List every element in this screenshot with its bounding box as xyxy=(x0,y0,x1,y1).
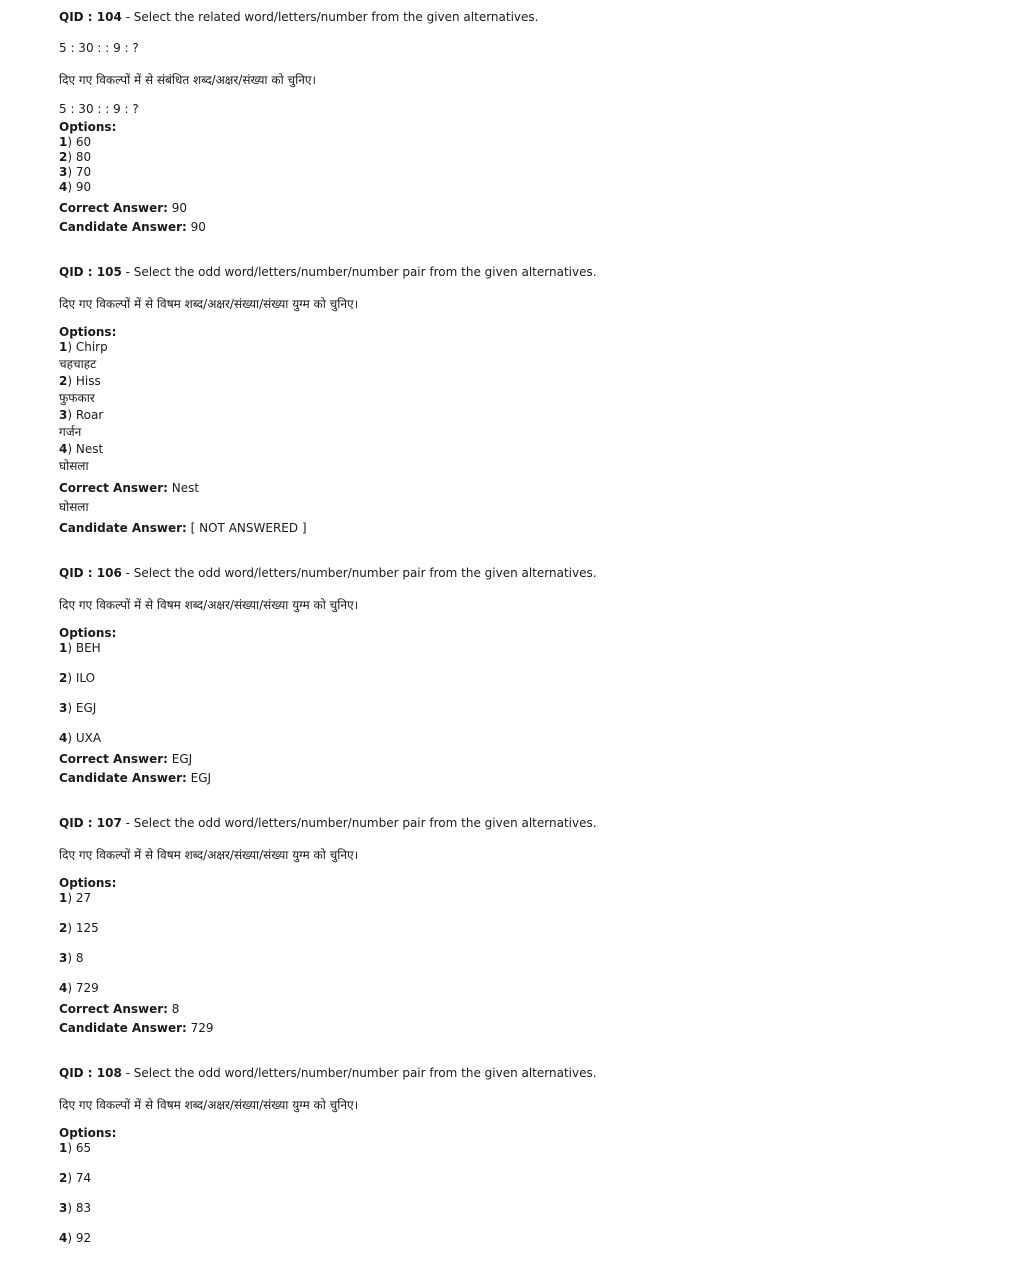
candidate-answer-label: Candidate Answer: xyxy=(59,771,187,785)
option-4-hindi: घोसला xyxy=(59,459,89,473)
option-value: ) ILO xyxy=(67,671,96,685)
candidate-answer-value: EGJ xyxy=(186,771,212,785)
option-number: 2 xyxy=(59,921,68,935)
option-value: ) Nest xyxy=(67,442,104,456)
question-text: - Select the odd word/letters/number/number pair from the given alternatives. xyxy=(121,1066,597,1080)
option-number: 3 xyxy=(59,1201,68,1215)
question-paper xyxy=(59,9,959,1273)
candidate-answer-value: 90 xyxy=(186,220,206,234)
option-number: 2 xyxy=(59,671,68,685)
question-block-104 xyxy=(59,9,959,237)
correct-answer-label: Correct Answer: xyxy=(59,201,168,215)
option-number: 4 xyxy=(59,442,68,456)
qid-number: 108 xyxy=(96,1066,122,1080)
option-number: 3 xyxy=(59,701,68,715)
option-1 xyxy=(59,135,959,150)
option-value: ) Chirp xyxy=(67,340,108,354)
qid-number: 106 xyxy=(96,566,122,580)
candidate-answer xyxy=(59,1019,959,1038)
option-1 xyxy=(59,1141,959,1156)
option-number: 3 xyxy=(59,951,68,965)
option-number: 1 xyxy=(59,135,68,149)
question-text: - Select the odd word/letters/number/number pair from the given alternatives. xyxy=(121,265,597,279)
option-3 xyxy=(59,1201,959,1216)
correct-answer-value: EGJ xyxy=(167,752,193,766)
option-number: 4 xyxy=(59,1231,68,1245)
options-label: Options: xyxy=(59,626,117,640)
qid-label: QID : xyxy=(59,10,97,24)
question-heading xyxy=(59,815,959,832)
candidate-answer-label: Candidate Answer: xyxy=(59,1021,187,1035)
question-text-hindi: दिए गए विकल्पों में से विषम शब्द/अक्षर/संख्या/संख्या युग्म को चुनिए। xyxy=(59,1098,359,1112)
option-4 xyxy=(59,981,959,996)
correct-answer-value: Nest xyxy=(167,481,200,495)
options-label: Options: xyxy=(59,876,117,890)
question-expression: 5 : 30 : : 9 : ? xyxy=(59,41,139,55)
option-value: ) 90 xyxy=(67,180,92,194)
candidate-answer xyxy=(59,769,959,788)
qid-label: QID : xyxy=(59,816,97,830)
question-heading xyxy=(59,9,959,26)
option-3 xyxy=(59,408,959,423)
correct-answer-label: Correct Answer: xyxy=(59,752,168,766)
qid-number: 105 xyxy=(96,265,122,279)
qid-label: QID : xyxy=(59,566,97,580)
option-value: ) 125 xyxy=(67,921,99,935)
question-block-107 xyxy=(59,815,959,1038)
option-number: 2 xyxy=(59,1171,68,1185)
option-2 xyxy=(59,1171,959,1186)
options-label: Options: xyxy=(59,325,117,339)
option-value: ) 60 xyxy=(67,135,92,149)
option-3-hindi: गर्जन xyxy=(59,425,82,439)
option-value: ) 83 xyxy=(67,1201,92,1215)
option-2-hindi: फुफकार xyxy=(59,391,95,405)
question-block-108 xyxy=(59,1065,959,1246)
question-text-hindi: दिए गए विकल्पों में से विषम शब्द/अक्षर/संख्या/संख्या युग्म को चुनिए। xyxy=(59,848,359,862)
candidate-answer-label: Candidate Answer: xyxy=(59,220,187,234)
candidate-answer xyxy=(59,218,959,237)
option-1-hindi: चहचाहट xyxy=(59,357,97,371)
option-number: 2 xyxy=(59,374,68,388)
correct-answer-value: 90 xyxy=(167,201,188,215)
question-block-105 xyxy=(59,264,959,538)
option-3 xyxy=(59,165,959,180)
option-value: ) 74 xyxy=(67,1171,92,1185)
option-value: ) UXA xyxy=(67,731,102,745)
correct-answer-label: Correct Answer: xyxy=(59,1002,168,1016)
candidate-answer xyxy=(59,519,959,538)
correct-answer xyxy=(59,479,959,498)
option-2 xyxy=(59,150,959,165)
option-number: 1 xyxy=(59,340,68,354)
option-value: ) 729 xyxy=(67,981,99,995)
question-heading xyxy=(59,1065,959,1082)
question-text: - Select the related word/letters/number from the given alternatives. xyxy=(121,10,539,24)
correct-answer xyxy=(59,199,959,218)
option-1 xyxy=(59,641,959,656)
question-heading xyxy=(59,264,959,281)
option-value: ) EGJ xyxy=(67,701,97,715)
candidate-answer-value: 729 xyxy=(186,1021,214,1035)
option-1 xyxy=(59,340,959,355)
option-value: ) 27 xyxy=(67,891,92,905)
option-number: 4 xyxy=(59,731,68,745)
option-2 xyxy=(59,921,959,936)
option-value: ) 80 xyxy=(67,150,92,164)
qid-number: 104 xyxy=(96,10,122,24)
question-text-hindi: दिए गए विकल्पों में से विषम शब्द/अक्षर/संख्या/संख्या युग्म को चुनिए। xyxy=(59,598,359,612)
question-text-hindi: दिए गए विकल्पों में से विषम शब्द/अक्षर/संख्या/संख्या युग्म को चुनिए। xyxy=(59,297,359,311)
option-number: 3 xyxy=(59,408,68,422)
option-value: ) Hiss xyxy=(67,374,101,388)
option-3 xyxy=(59,951,959,966)
correct-answer-value: 8 xyxy=(167,1002,180,1016)
options-label: Options: xyxy=(59,120,117,134)
question-text: - Select the odd word/letters/number/number pair from the given alternatives. xyxy=(121,566,597,580)
question-text-hindi: दिए गए विकल्पों में से संबंधित शब्द/अक्षर/संख्या को चुनिए। xyxy=(59,73,317,87)
correct-answer-label: Correct Answer: xyxy=(59,481,168,495)
qid-number: 107 xyxy=(96,816,122,830)
question-block-106 xyxy=(59,565,959,788)
candidate-answer-label: Candidate Answer: xyxy=(59,521,187,535)
question-text: - Select the odd word/letters/number/number pair from the given alternatives. xyxy=(121,816,597,830)
option-number: 1 xyxy=(59,891,68,905)
option-value: ) Roar xyxy=(67,408,104,422)
option-number: 1 xyxy=(59,641,68,655)
option-2 xyxy=(59,374,959,389)
candidate-answer-value: [ NOT ANSWERED ] xyxy=(186,521,307,535)
option-4 xyxy=(59,442,959,457)
correct-answer xyxy=(59,750,959,769)
option-4 xyxy=(59,731,959,746)
option-1 xyxy=(59,891,959,906)
correct-answer-hindi: घोसला xyxy=(59,500,89,514)
option-4 xyxy=(59,1231,959,1246)
option-value: ) 8 xyxy=(67,951,84,965)
options-label: Options: xyxy=(59,1126,117,1140)
option-value: ) 70 xyxy=(67,165,92,179)
option-2 xyxy=(59,671,959,686)
option-value: ) 65 xyxy=(67,1141,92,1155)
qid-label: QID : xyxy=(59,1066,97,1080)
option-4 xyxy=(59,180,959,195)
option-number: 3 xyxy=(59,165,68,179)
option-number: 4 xyxy=(59,180,68,194)
option-number: 4 xyxy=(59,981,68,995)
option-number: 2 xyxy=(59,150,68,164)
correct-answer xyxy=(59,1000,959,1019)
option-value: ) BEH xyxy=(67,641,101,655)
option-number: 1 xyxy=(59,1141,68,1155)
question-expression-hindi: 5 : 30 : : 9 : ? xyxy=(59,102,139,116)
option-value: ) 92 xyxy=(67,1231,92,1245)
question-heading xyxy=(59,565,959,582)
qid-label: QID : xyxy=(59,265,97,279)
option-3 xyxy=(59,701,959,716)
